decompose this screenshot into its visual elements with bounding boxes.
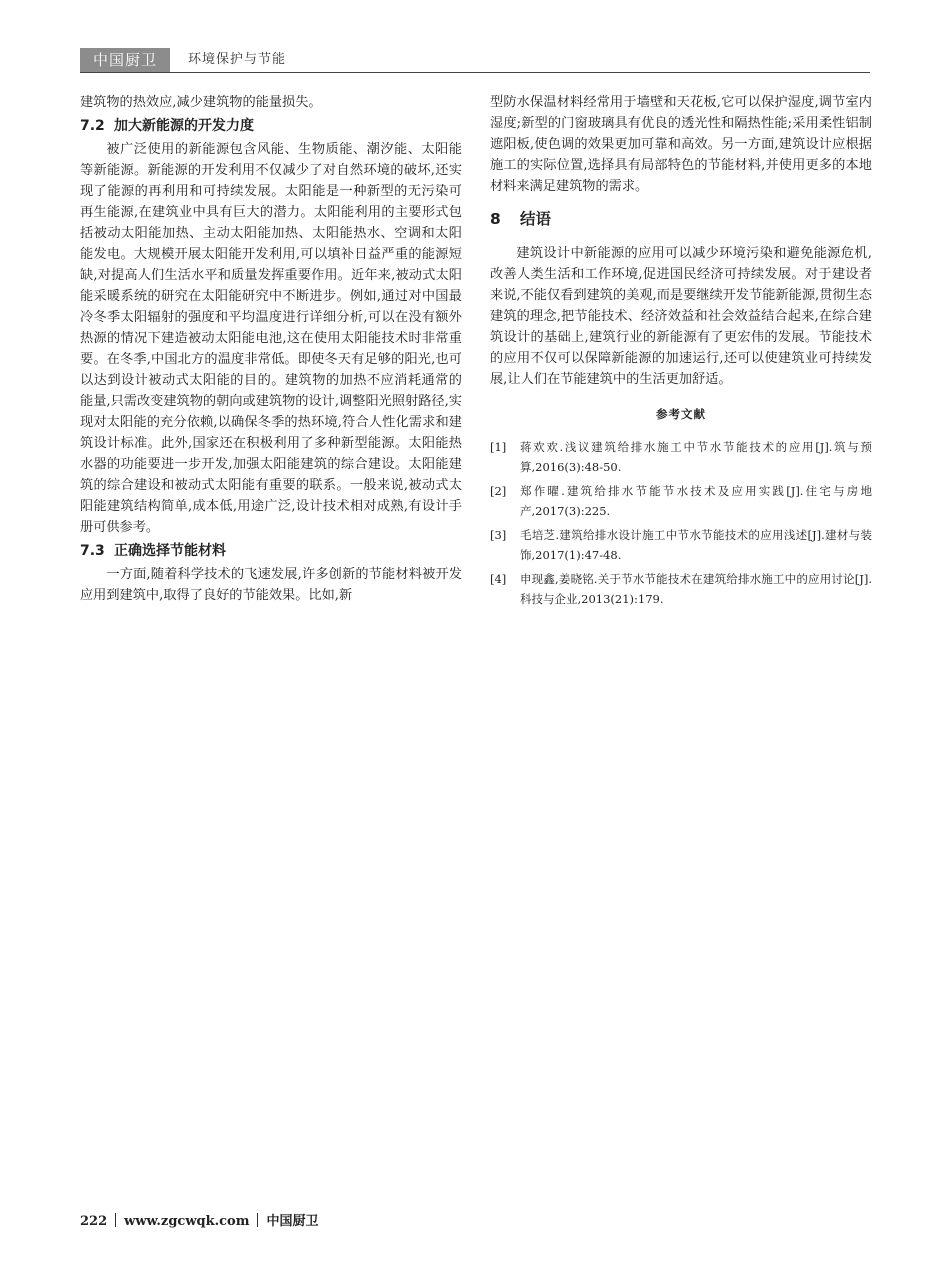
section-number: 8	[490, 210, 501, 228]
footer-divider	[115, 1213, 116, 1227]
reference-item	[490, 525, 872, 565]
section-7-2-paragraph: 被广泛使用的新能源包含风能、生物质能、潮汐能、太阳能等新能源。新能源的开发利用不仅减少了对自然环境的破坏,还实现了能源的再利用和可持续发展。太阳能是一种新型的无污染可再生能源,在建筑业中具有巨大的潜力。太阳能利用的主要形式包括被动太阳能加热、主动太阳能加热、太阳能热水、空调和太阳能发电。大规模开展太阳能开发利用,可以填补日益严重的能源短缺,对提高人们生活水平和质量发挥重要作用。近年来,被动式太阳能采暖系统的研究在太阳能研究中不断进步。例如,通过对中国最冷冬季太阳辐射的强度和平均温度进行详细分析,可以在没有额外热源的情况下建造被动太阳能电池,这在使用太阳能技术时非常重要。在冬季,中国北方的温度非常低。即使冬天有足够的阳光,也可以达到设计被动式太阳能的目的。建筑物的加热不应消耗通常的能量,只需改变建筑物的朝向或建筑物的设计,调整阳光照射路径,实现对太阳能的充分依赖,以确保冬季的热环境,符合人性化需求和建筑设计标准。此外,国家还在积极利用了多种新型能源。太阳能热水器的功能要进一步开发,加强太阳能建筑的综合建设。太阳能建筑的综合建设和被动式太阳能有重要的联系。一般来说,被动式太阳能建筑结构简单,成本低,用途广泛,设计技术相对成熟,有设计手册可供参考。	[80, 142, 462, 535]
reference-text: 郑作曜.建筑给排水节能节水技术及应用实践[J].住宅与房地产,2017(3):225.	[520, 484, 872, 518]
section-8-heading	[490, 207, 872, 231]
reference-text: 蒋欢欢.浅议建筑给排水施工中节水节能技术的应用[J].筑与预算,2016(3):48-50.	[520, 440, 872, 474]
reference-item	[490, 437, 872, 477]
right-column	[490, 92, 872, 613]
section-7-2-heading	[80, 115, 462, 137]
section-name: 环境保护与节能	[188, 52, 287, 67]
running-header	[80, 48, 870, 73]
reference-item	[490, 481, 872, 521]
intro-line: 建筑物的热效应,减少建筑物的能量损失。	[80, 95, 322, 110]
references-title: 参考文献	[656, 407, 706, 421]
reference-text: 申现鑫,姜晓铭.关于节水节能技术在建筑给排水施工中的应用讨论[J].科技与企业,2013(21):179.	[520, 572, 872, 606]
reference-item	[490, 569, 872, 609]
left-column	[80, 92, 462, 606]
section-title: 正确选择节能材料	[114, 543, 226, 559]
footer-divider	[257, 1213, 258, 1227]
website-link[interactable]: www.zgcwqk.com	[124, 1214, 250, 1229]
reference-number: [3]	[490, 528, 507, 542]
references-list	[490, 437, 872, 609]
section-7-3-heading	[80, 540, 462, 562]
section-title: 加大新能源的开发力度	[114, 118, 254, 134]
journal-name-tag: 中国厨卫	[80, 48, 170, 72]
reference-number: [1]	[490, 440, 507, 454]
reference-text: 毛培芝.建筑给排水设计施工中节水节能技术的应用浅述[J].建材与装饰,2017(1):47-48.	[520, 528, 872, 562]
footer-journal-name: 中国厨卫	[266, 1214, 319, 1229]
section-number: 7.3	[80, 543, 105, 559]
section-number: 7.2	[80, 118, 105, 134]
continued-paragraph: 型防水保温材料经常用于墙壁和天花板,它可以保护湿度,调节室内湿度;新型的门窗玻璃具有优良的透光性和隔热性能;采用柔性铝制遮阳板,使色调的效果更加可靠和高效。另一方面,建筑设计应根据施工的实际位置,选择具有局部特色的节能材料,并使用更多的本地材料来满足建筑物的需求。	[490, 95, 872, 194]
section-7-3-paragraph: 一方面,随着科学技术的飞速发展,许多创新的节能材料被开发应用到建筑中,取得了良好的节能效果。比如,新	[80, 567, 462, 603]
reference-number: [2]	[490, 484, 507, 498]
section-title: 结语	[520, 210, 552, 228]
page-footer	[80, 1210, 319, 1229]
page-number: 222	[80, 1214, 108, 1229]
section-8-paragraph: 建筑设计中新能源的应用可以减少环境污染和避免能源危机,改善人类生活和工作环境,促进国民经济可持续发展。对于建设者来说,不能仅看到建筑的美观,而是要继续开发节能新能源,贯彻生态建筑的理念,把节能技术、经济效益和社会效益结合起来,在综合建筑设计的基础上,建筑行业的新能源有了更宏伟的发展。节能技术的应用不仅可以保障新能源的加速运行,还可以使建筑业可持续发展,让人们在节能建筑中的生活更加舒适。	[490, 246, 872, 387]
reference-number: [4]	[490, 572, 507, 586]
